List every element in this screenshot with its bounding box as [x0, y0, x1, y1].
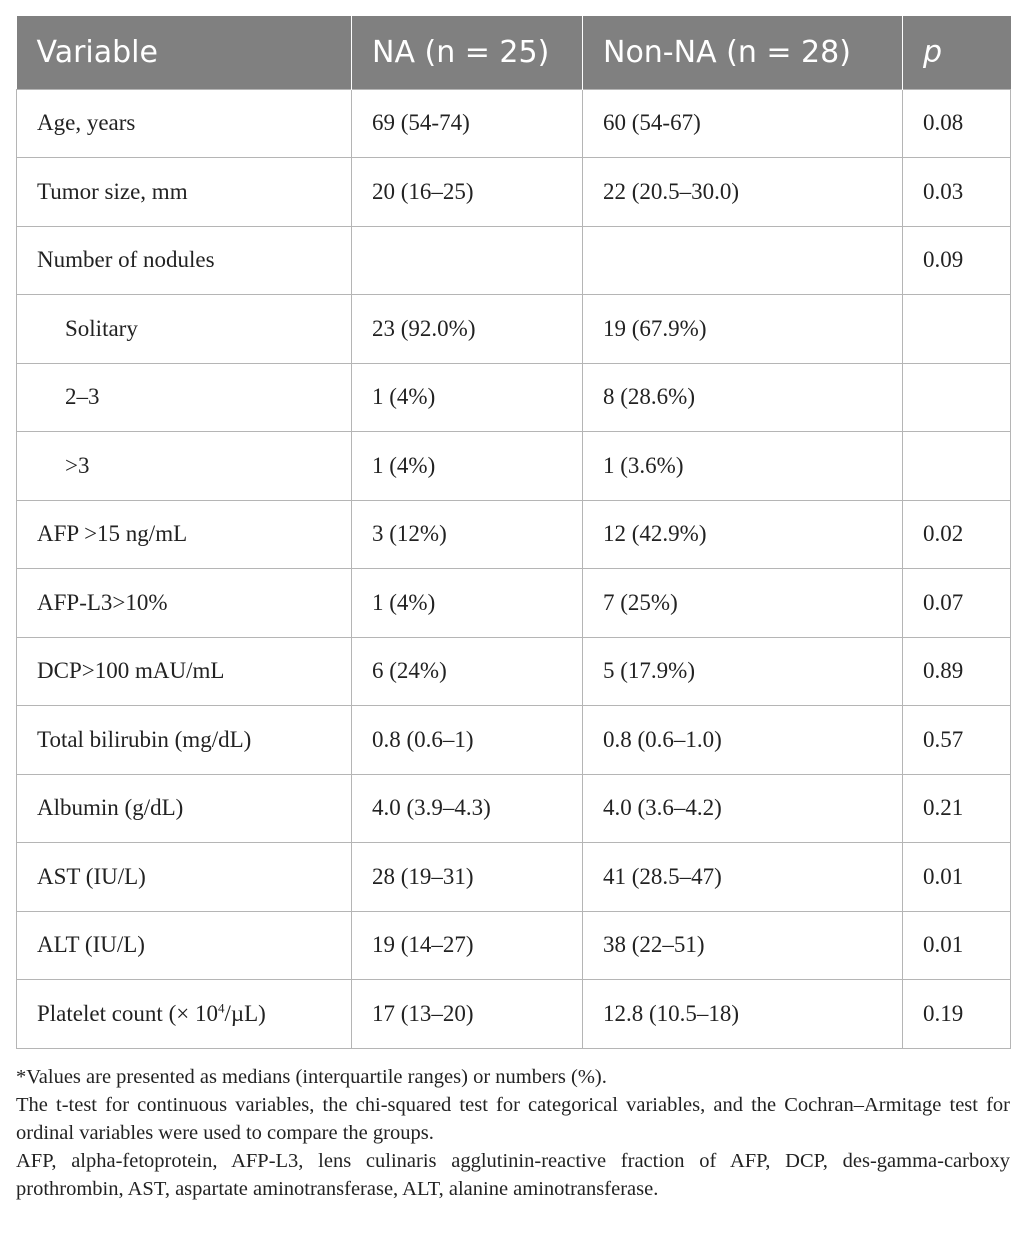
cell-non-na: 12.8 (10.5–18)	[583, 980, 903, 1049]
footnote-3: AFP, alpha-fetoprotein, AFP-L3, lens culinaris agglutinin-reactive fraction of AFP, DCP, des-gamma-carboxy prothrombin, AST, aspartate aminotransferase, ALT, alanine aminotransferase.	[16, 1149, 1010, 1200]
table-row	[17, 980, 1011, 1049]
cell-variable: Number of nodules	[17, 226, 352, 295]
cell-p	[903, 432, 1011, 501]
cell-variable: Solitary	[17, 295, 352, 364]
table-row	[17, 843, 1011, 912]
cell-p: 0.09	[903, 226, 1011, 295]
cell-non-na: 8 (28.6%)	[583, 363, 903, 432]
header-na: NA (n = 25)	[352, 16, 583, 89]
footnote-2: The t-test for continuous variables, the chi-squared test for categorical variables, and the Cochran–Armitage test for ordinal variables were used to compare the groups.	[16, 1093, 1010, 1144]
cell-variable-unit: /µL)	[224, 1000, 266, 1026]
data-table	[16, 16, 1011, 1049]
cell-p	[903, 295, 1011, 364]
cell-p: 0.19	[903, 980, 1011, 1049]
table-row	[17, 432, 1011, 501]
cell-p: 0.03	[903, 158, 1011, 227]
header-non-na: Non-NA (n = 28)	[583, 16, 903, 89]
cell-non-na: 7 (25%)	[583, 569, 903, 638]
cell-na: 1 (4%)	[352, 432, 583, 501]
table-row	[17, 363, 1011, 432]
table-row	[17, 569, 1011, 638]
cell-variable: ALT (IU/L)	[17, 911, 352, 980]
table-row	[17, 295, 1011, 364]
cell-variable	[17, 980, 352, 1049]
cell-variable: Age, years	[17, 89, 352, 158]
cell-non-na: 5 (17.9%)	[583, 637, 903, 706]
cell-non-na: 38 (22–51)	[583, 911, 903, 980]
cell-non-na: 22 (20.5–30.0)	[583, 158, 903, 227]
footnote-1: *Values are presented as medians (interquartile ranges) or numbers (%).	[16, 1065, 607, 1088]
table-row	[17, 500, 1011, 569]
cell-p: 0.07	[903, 569, 1011, 638]
cell-na: 6 (24%)	[352, 637, 583, 706]
cell-non-na: 12 (42.9%)	[583, 500, 903, 569]
table-row	[17, 774, 1011, 843]
cell-na: 28 (19–31)	[352, 843, 583, 912]
cell-non-na: 0.8 (0.6–1.0)	[583, 706, 903, 775]
cell-non-na: 4.0 (3.6–4.2)	[583, 774, 903, 843]
cell-variable: AFP-L3>10%	[17, 569, 352, 638]
cell-na: 1 (4%)	[352, 569, 583, 638]
cell-p: 0.01	[903, 911, 1011, 980]
cell-p: 0.08	[903, 89, 1011, 158]
cell-variable: Albumin (g/dL)	[17, 774, 352, 843]
cell-na: 20 (16–25)	[352, 158, 583, 227]
cell-na: 19 (14–27)	[352, 911, 583, 980]
header-p: p	[903, 16, 1011, 89]
table-row	[17, 706, 1011, 775]
cell-variable: DCP>100 mAU/mL	[17, 637, 352, 706]
table-row	[17, 226, 1011, 295]
cell-na: 23 (92.0%)	[352, 295, 583, 364]
cell-variable: AFP >15 ng/mL	[17, 500, 352, 569]
cell-na: 3 (12%)	[352, 500, 583, 569]
cell-variable: AST (IU/L)	[17, 843, 352, 912]
table-body	[17, 89, 1011, 1048]
cell-p	[903, 363, 1011, 432]
cell-p: 0.57	[903, 706, 1011, 775]
cell-na: 17 (13–20)	[352, 980, 583, 1049]
cell-p: 0.21	[903, 774, 1011, 843]
header-row	[17, 16, 1011, 89]
table-row	[17, 158, 1011, 227]
document	[16, 16, 1010, 1203]
cell-variable: 2–3	[17, 363, 352, 432]
footnotes	[16, 1063, 1010, 1203]
cell-variable: >3	[17, 432, 352, 501]
cell-na: 4.0 (3.9–4.3)	[352, 774, 583, 843]
cell-non-na: 41 (28.5–47)	[583, 843, 903, 912]
table-row	[17, 911, 1011, 980]
cell-variable-text: Platelet count (× 10	[37, 1000, 218, 1026]
cell-p: 0.89	[903, 637, 1011, 706]
cell-non-na	[583, 226, 903, 295]
table-row	[17, 637, 1011, 706]
cell-na: 1 (4%)	[352, 363, 583, 432]
cell-non-na: 60 (54-67)	[583, 89, 903, 158]
cell-na: 69 (54-74)	[352, 89, 583, 158]
cell-non-na: 19 (67.9%)	[583, 295, 903, 364]
header-variable: Variable	[17, 16, 352, 89]
cell-non-na: 1 (3.6%)	[583, 432, 903, 501]
table-row	[17, 89, 1011, 158]
cell-p: 0.02	[903, 500, 1011, 569]
cell-p: 0.01	[903, 843, 1011, 912]
cell-variable: Total bilirubin (mg/dL)	[17, 706, 352, 775]
cell-na: 0.8 (0.6–1)	[352, 706, 583, 775]
cell-variable: Tumor size, mm	[17, 158, 352, 227]
cell-variable-superscript: 4	[217, 1000, 225, 1016]
cell-na	[352, 226, 583, 295]
